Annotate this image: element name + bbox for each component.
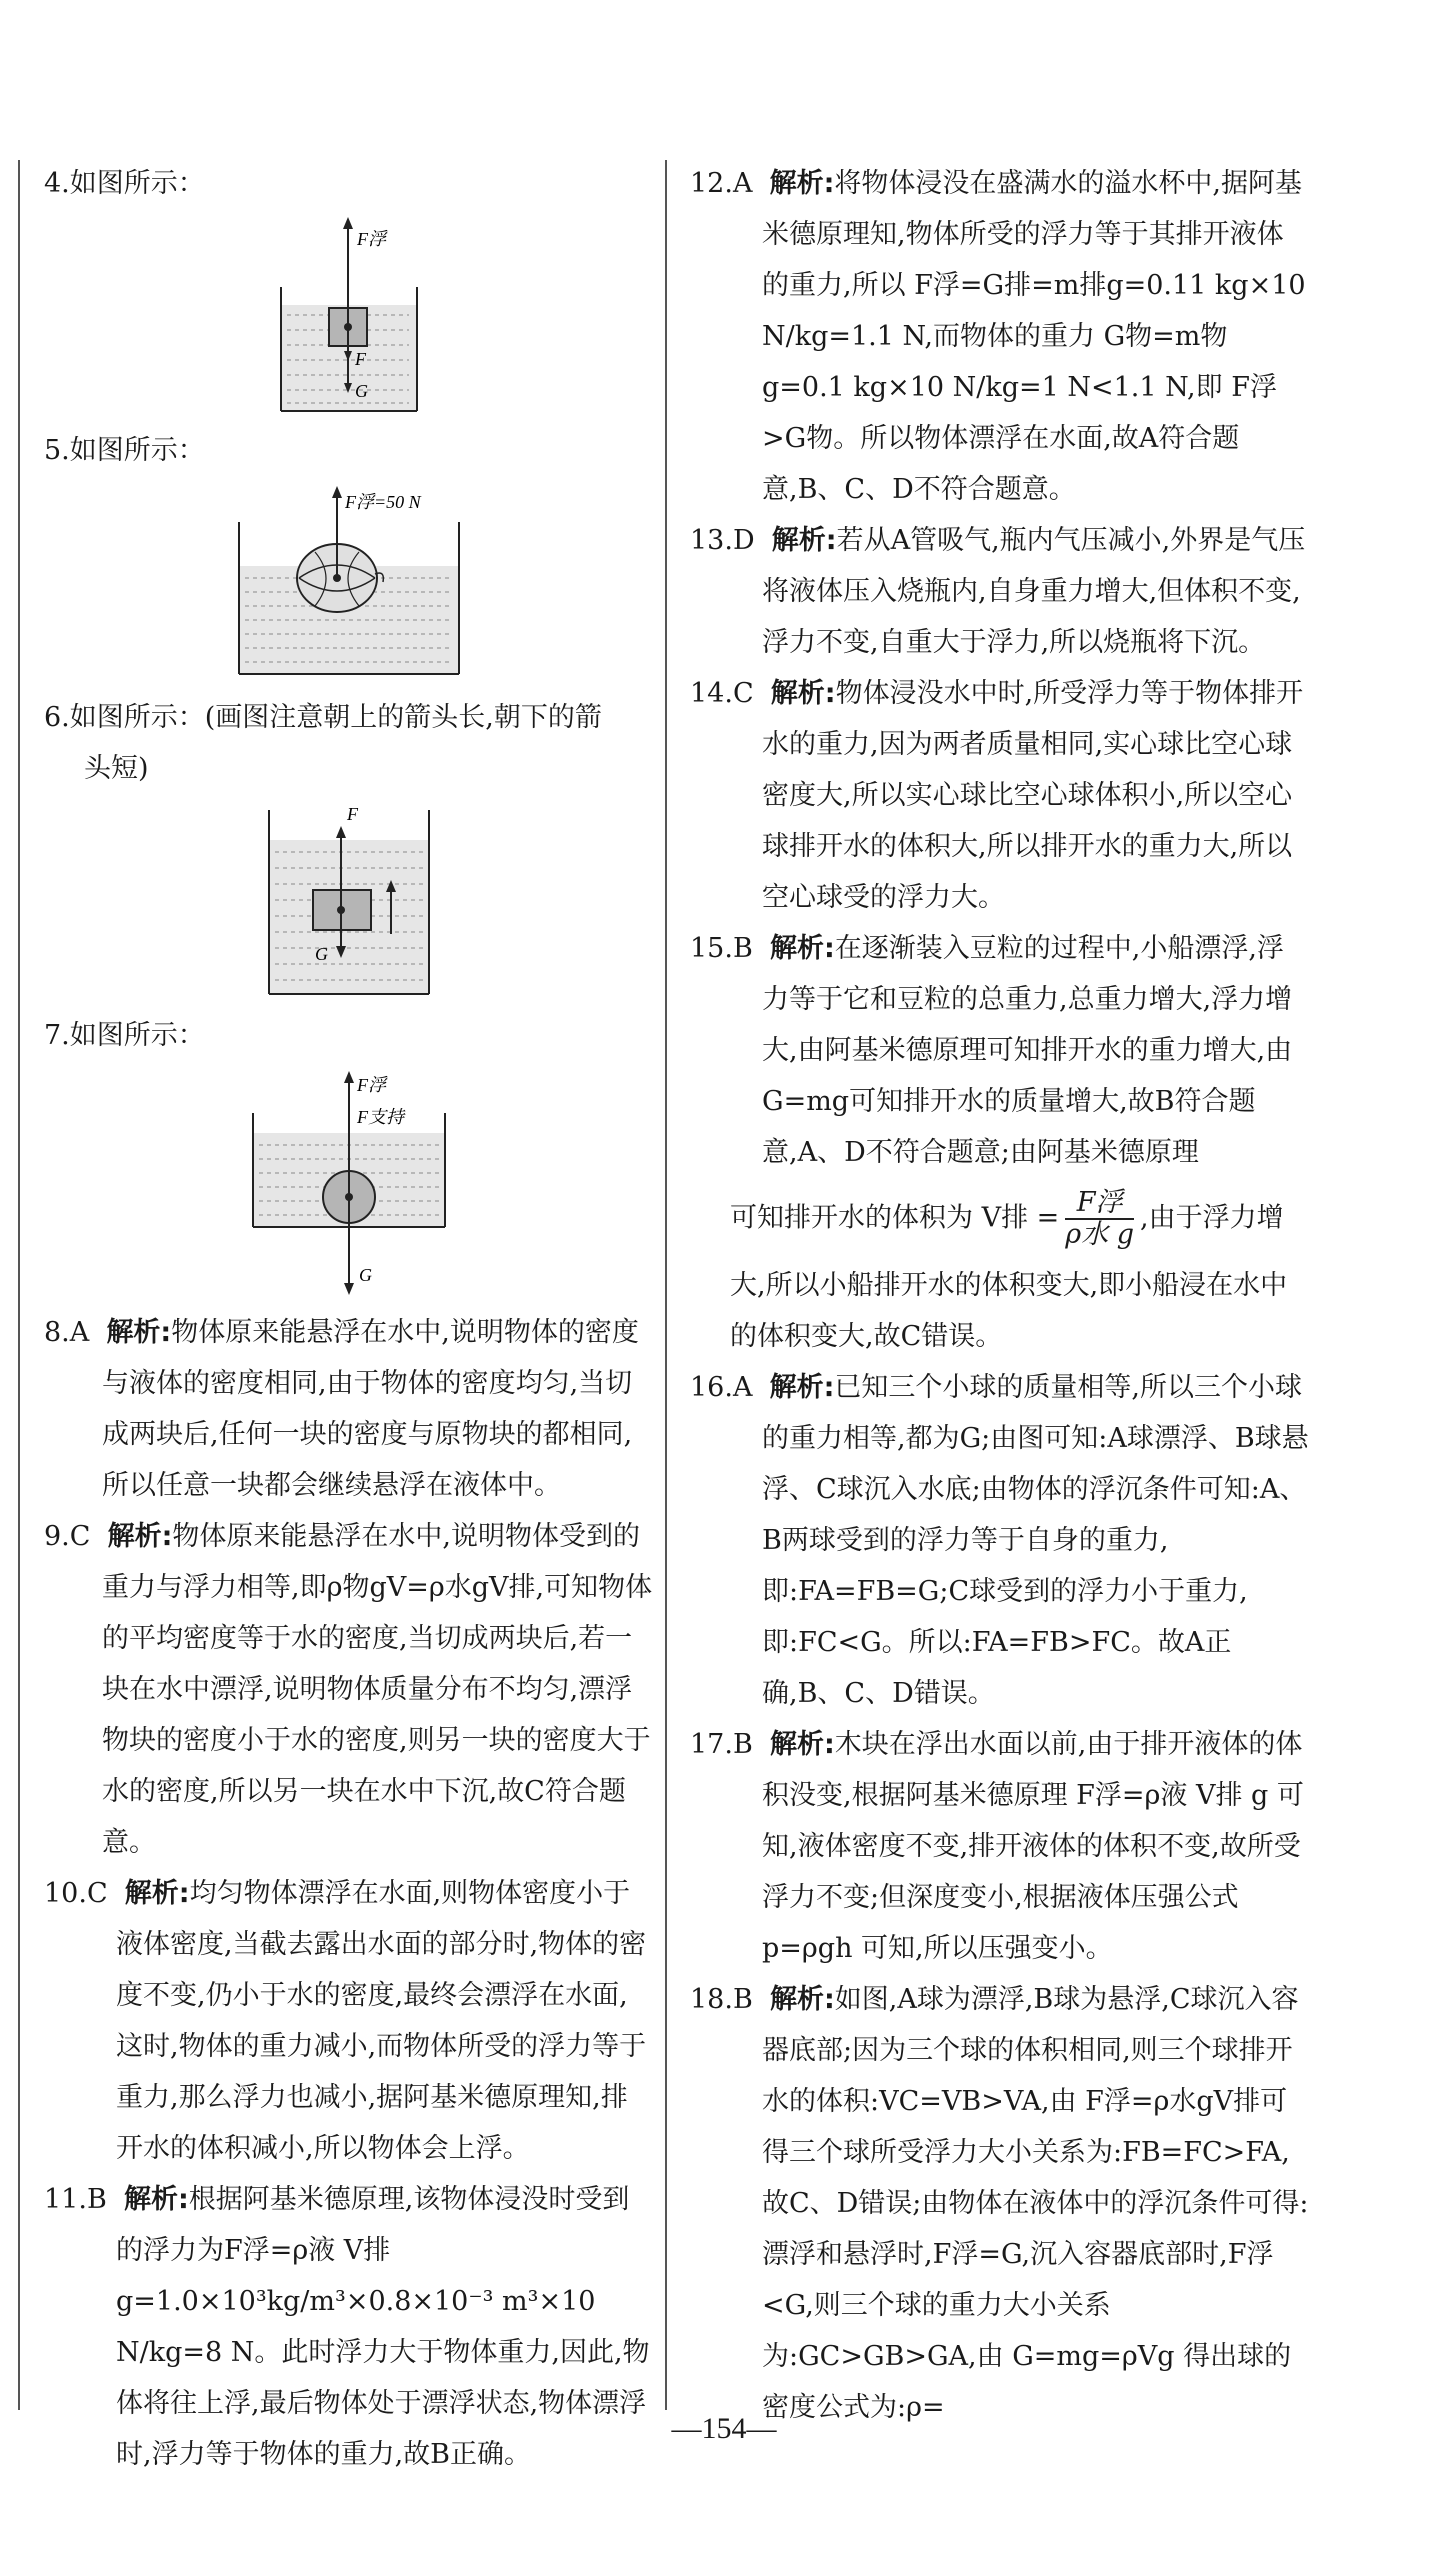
q12-text: 将物体浸没在盛满水的溢水杯中,据阿基米德原理知,物体所受的浮力等于其排开液体的重力,所以 F浮=G排=m排g=0.11 kg×10 N/kg=1.1 N,而物体的重力 G物=m物g=0.1 kg×10 N/kg=1 N<1.1 N,即 F浮>G物。所以物体漂浮在水面,故A符合题意,B、C、D不符合题意。 [762,168,1306,505]
fig6-label-force: F [347,804,358,824]
q11-tag: 解析: [123,2184,189,2215]
q6-heading-cont: 头短) [84,753,149,784]
answer-q15 [690,923,1310,1178]
q16-text: 已知三个小球的质量相等,所以三个小球的重力相等,都为G;由图可知:A球漂浮、B球悬浮、C球沉入水底;由物体的浮沉条件可知:A、B两球受到的浮力等于自身的重力,即:FA=FB=G;C球受到的浮力小于重力,即:FC<G。所以:FA=FB>FC。故A正确,B、C、D错误。 [762,1372,1309,1709]
q4-heading: 4.如图所示： [44,168,205,199]
answer-q16 [690,1362,1310,1719]
answer-q14 [690,668,1310,923]
q7-heading: 7.如图所示： [44,1020,205,1051]
q18-tag: 解析: [769,1984,835,2015]
q8-text: 物体原来能悬浮在水中,说明物体的密度与液体的密度相同,由于物体的密度均匀,当切成两块后,任何一块的密度与原物块的都相同,所以任意一块都会继续悬浮在液体中。 [102,1317,639,1501]
q16-number: 16.A [690,1372,753,1403]
q8-number: 8.A [44,1317,90,1348]
answer-q17 [690,1719,1310,1974]
page-number: —154— [671,2412,777,2445]
fig7-label-gravity: G [359,1265,372,1285]
figure-q7 [229,1067,469,1297]
q18-text: 如图,A球为漂浮,B球为悬浮,C球沉入容器底部;因为三个球的体积相同,则三个球排开水的体积:VC=VB>VA,由 F浮=ρ水gV排可得三个球所受浮力大小关系为:FB=FC>FA,故C、D错误;由物体在液体中的浮沉条件可得:漂浮和悬浮时,F浮=G,沉入容器底部时,F浮<G,则三个球的重力大小关系为:GC>GB>GA,由 G=mg=ρVg 得出球的密度公式为:ρ= [762,1984,1309,2423]
q15-tag: 解析: [769,933,835,964]
q16-tag: 解析: [769,1372,835,1403]
left-column [44,158,654,2480]
q17-tag: 解析: [769,1729,835,1760]
fig4-label-gravity: G [355,381,368,401]
answer-q13 [690,515,1310,668]
q13-number: 13.D [690,525,755,556]
figure-q5 [219,482,479,682]
q15-number: 15.B [690,933,753,964]
q15-text-c: 大,所以小船排开水的体积变大,即小船浸在水中的体积变大,故C错误。 [730,1270,1288,1352]
q8-tag: 解析: [106,1317,172,1348]
answer-q18 [690,1974,1310,2433]
q15-text-b-post: ,由于浮力增 [1140,1202,1284,1234]
figure-q4 [229,215,469,415]
q13-text: 若从A管吸气,瓶内气压减小,外界是气压将液体压入烧瓶内,自身重力增大,但体积不变,浮力不变,自重大于浮力,所以烧瓶将下沉。 [762,525,1306,658]
q15-formula-line [690,1188,1310,1250]
q14-text: 物体浸没水中时,所受浮力等于物体排开水的重力,因为两者质量相同,实心球比空心球密度大,所以实心球比空心球体积小,所以空心球排开水的体积大,所以排开水的重力大,所以空心球受的浮力大。 [762,678,1304,913]
fig5-label-buoyancy: F浮=50 N [345,492,421,512]
fig4-label-force: F [355,349,366,369]
answer-q8 [44,1307,654,1511]
q12-number: 12.A [690,168,753,199]
answer-q12 [690,158,1310,515]
q9-text: 物体原来能悬浮在水中,说明物体受到的重力与浮力相等,即ρ物gV=ρ水gV排,可知物体的平均密度等于水的密度,当切成两块后,若一块在水中漂浮,说明物体质量分布不均匀,漂浮物块的密度小于水的密度,则另一块的密度大于水的密度,所以另一块在水中下沉,故C符合题意。 [102,1521,653,1858]
fig7-label-buoyancy: F浮 [357,1075,386,1095]
q15-fraction [1065,1188,1134,1250]
left-margin-rule [18,160,20,2410]
q18-number: 18.B [690,1984,753,2015]
q15-text-a: 在逐渐装入豆粒的过程中,小船漂浮,浮力等于它和豆粒的总重力,总重力增大,浮力增大,由阿基米德原理可知排开水的重力增大,由G=mg可知排开水的质量增大,故B符合题意,A、D不符合题意;由阿基米德原理 [762,933,1293,1168]
q5-heading: 5.如图所示： [44,435,205,466]
q10-tag: 解析: [124,1878,190,1909]
fig7-label-support: F支持 [357,1107,404,1127]
q15-frac-den: ρ水 g [1065,1219,1135,1250]
answer-q9 [44,1511,654,1868]
q11-number: 11.B [44,2184,107,2215]
q12-tag: 解析: [769,168,835,199]
q14-number: 14.C [690,678,754,709]
q10-text: 均匀物体漂浮在水面,则物体密度小于液体密度,当截去露出水面的部分时,物体的密度不变,仍小于水的密度,最终会漂浮在水面,这时,物体的重力减小,而物体所受的浮力等于重力,那么浮力也减小,据阿基米德原理知,排开水的体积减小,所以物体会上浮。 [116,1878,647,2164]
q10-number: 10.C [44,1878,108,1909]
q17-text: 木块在浮出水面以前,由于排开液体的体积没变,根据阿基米德原理 F浮=ρ液 V排 g 可知,液体密度不变,排开液体的体积不变,故所受浮力不变;但深度变小,根据液体压强公式 p=ρgh 可知,所以压强变小。 [762,1729,1304,1964]
fig4-label-buoyancy: F浮 [357,229,386,249]
fig6-label-gravity: G [315,944,328,964]
q15-frac-num: F浮 [1065,1188,1134,1220]
column-divider [665,160,667,2410]
q17-number: 17.B [690,1729,753,1760]
q15-text-b-pre: 可知排开水的体积为 V排 = [730,1202,1060,1234]
figure-q6 [229,800,469,1000]
answer-q10 [44,1868,654,2174]
q6-heading: 6.如图所示：(画图注意朝上的箭头长,朝下的箭 [44,702,602,733]
q9-tag: 解析: [107,1521,173,1552]
q11-text: 根据阿基米德原理,该物体浸没时受到的浮力为F浮=ρ液 V排 g=1.0×10³kg/m³×0.8×10⁻³ m³×10 N/kg=8 N。此时浮力大于物体重力,因此,物体将往上浮,最后物体处于漂浮状态,物体漂浮时,浮力等于物体的重力,故B正确。 [116,2184,650,2470]
q14-tag: 解析: [770,678,836,709]
right-column [690,158,1310,2433]
q13-tag: 解析: [771,525,837,556]
q9-number: 9.C [44,1521,91,1552]
